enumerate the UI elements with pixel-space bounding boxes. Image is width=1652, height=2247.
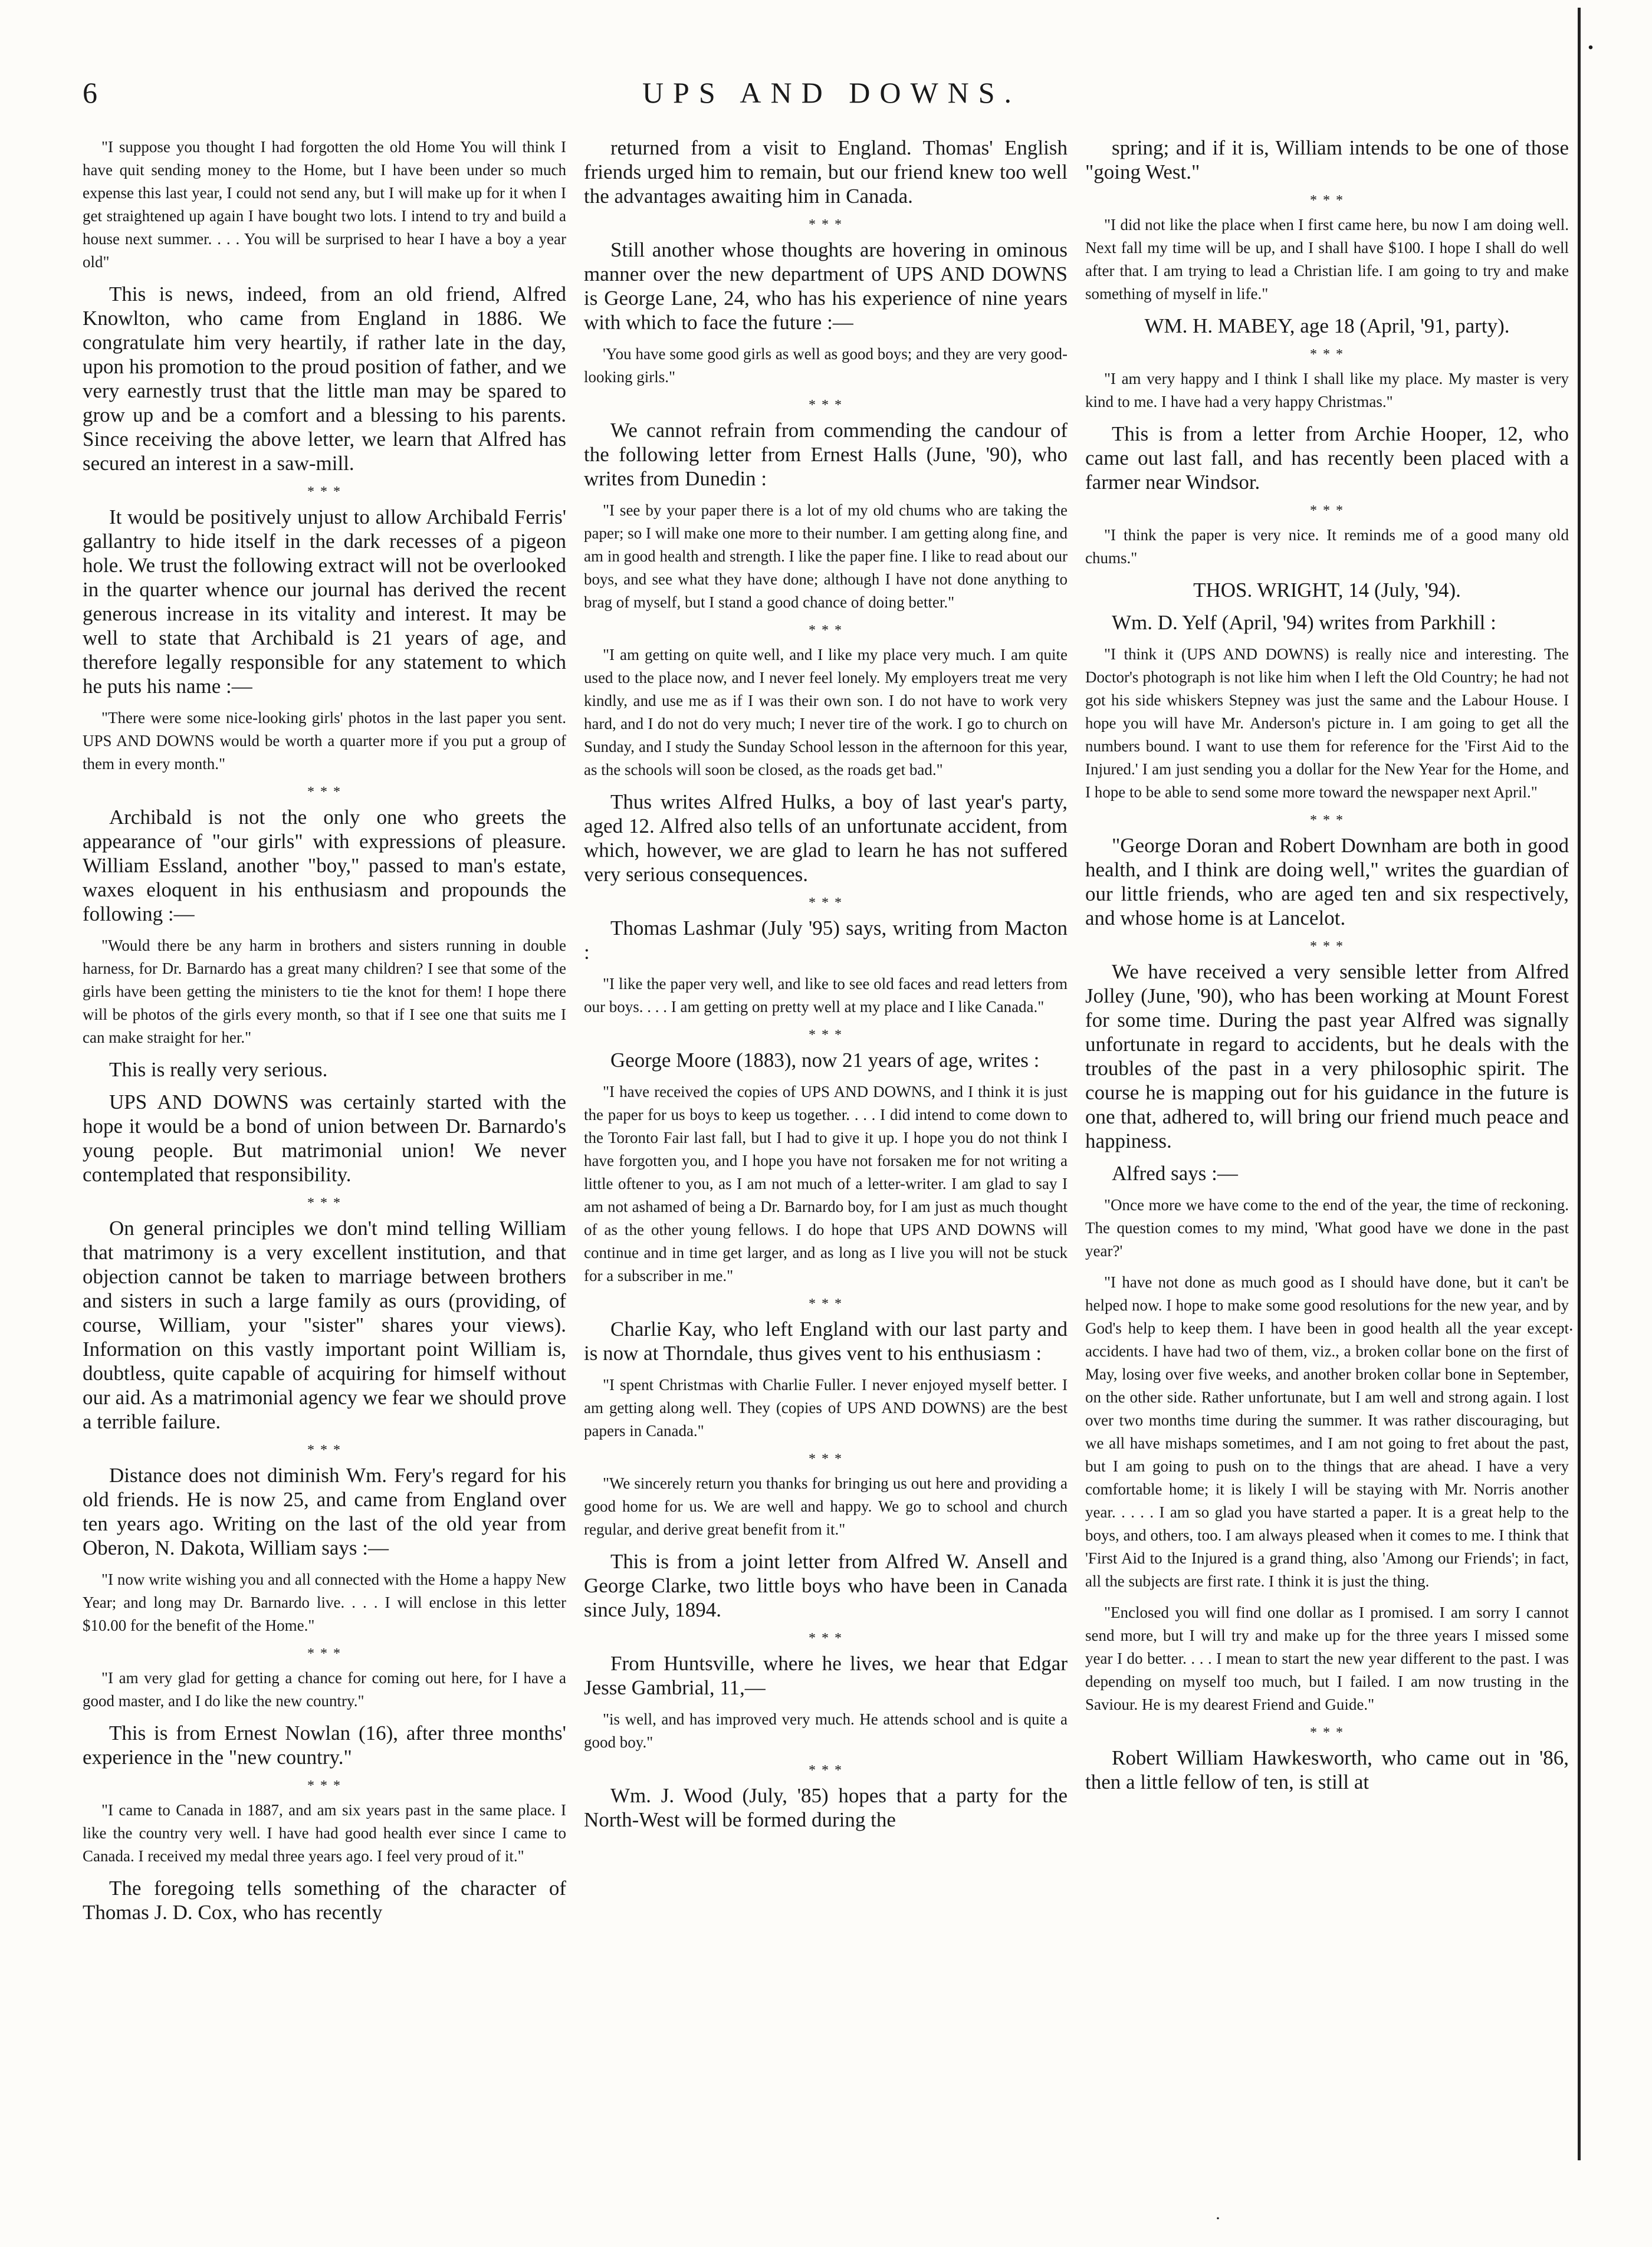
letter-quote: "I now write wishing you and all connected with the Home a happy New Year; and long may Dr. Barnardo live. . . . I will enclose in this letter $10.00 for the benefit of the Home." bbox=[83, 1571, 566, 1634]
paragraph: We have received a very sensible letter from Alfred Jolley (June, '90), who has been working at Mount Forest for some time. During the past year Alfred was signally unfortunate in regard to accidents, but he deals with the troubles of the past in a very philosophic spirit. The course he is mapping out for his guidance in the future is one that, adhered to, will bring our friend much peace and happiness. bbox=[1085, 960, 1569, 1152]
paragraph: On general principles we don't mind telling William that matrimony is a very excellent institution, and that objection cannot be taken to marriage between brothers and sisters in such a large family as ours (providing, of course, William, your "sister" shares your views). Information on this vastly important point William is, doubtless, quite capable of acquiring for himself without our aid. As a matrimonial agency we fear we should prove a terrible failure. bbox=[83, 1217, 566, 1433]
letter-quote: "There were some nice-looking girls' photos in the last paper you sent. UPS AND DOWNS would be worth a quarter more if you put a group of them in every month." bbox=[83, 709, 566, 773]
paragraph: Wm. J. Wood (July, '85) hopes that a party for the North-West will be formed during the bbox=[584, 1784, 1068, 1831]
paragraph: This is really very serious. bbox=[109, 1058, 328, 1081]
paragraph: Distance does not diminish Wm. Fery's regard for his old friends. He is now 25, and came from England over ten years ago. Writing on the last of the old year from Oberon, N. Dakota, William says :— bbox=[83, 1464, 566, 1559]
letter-quote: "I came to Canada in 1887, and am six years past in the same place. I like the country very well. I have had good health ever since I came to Canada. I received my medal three years ago. I feel very proud of it." bbox=[83, 1801, 566, 1865]
column-3 bbox=[1085, 136, 1569, 2182]
section-ornament: * * * bbox=[809, 1631, 843, 1646]
letter-quote: "I spent Christmas with Charlie Fuller. I never enjoyed myself better. I am getting along well. They (copies of UPS AND DOWNS) are the best papers in Canada." bbox=[584, 1376, 1068, 1440]
section-ornament: * * * bbox=[1310, 193, 1344, 208]
section-ornament: * * * bbox=[809, 895, 843, 911]
paragraph: This is from a letter from Archie Hooper, 12, who came out last fall, and has recently been placed with a farmer near Windsor. bbox=[1085, 422, 1569, 494]
paragraph: Charlie Kay, who left England with our last party and is now at Thorndale, thus gives vent to his enthusiasm : bbox=[584, 1318, 1068, 1365]
paragraph: spring; and if it is, William intends to be one of those "going West." bbox=[1085, 136, 1569, 183]
section-ornament: * * * bbox=[1310, 503, 1344, 518]
paragraph: UPS AND DOWNS was certainly started with the hope it would be a bond of union between Dr. Barnardo's young people. But matrimonial union! We never contemplated that responsibility. bbox=[83, 1090, 566, 1186]
section-ornament: * * * bbox=[307, 1195, 341, 1211]
page-number: 6 bbox=[83, 76, 97, 109]
paragraph: We cannot refrain from commending the candour of the following letter from Ernest Halls (June, '90), who writes from Dunedin : bbox=[584, 419, 1068, 490]
stray-mark: · bbox=[1215, 2209, 1221, 2228]
letter-quote: "I have not done as much good as I should have done, but it can't be helped now. I hope to make some good resolutions for the new year, and by God's help to keep them. I have been in good health all the year except accidents. I have had two of them, viz., a broken collar bone on the first of May, losing over five weeks, and another broken collar bone in September, on the other side. Rather unfortunate, but I am well and strong again. I lost over two months time during the summer. It was rather discouraging, but we all have mishaps sometimes, and I am not going to fret about the past, but I am going to push on to the things that are ahead. I have a very comfortable home; it is likely I will be staying with Mr. Norris another year. . . . . I am so glad you have started a paper. It is a great help to the boys, and others, too. I am always pleased when it comes to me. I think that 'First Aid to the Injured is a grand thing, also 'Among our Friends'; in fact, all the subjects are first rate. I think it is just the thing. bbox=[1085, 1273, 1569, 1590]
paragraph: This is from a joint letter from Alfred W. Ansell and George Clarke, two little boys who have been in Canada since July, 1894. bbox=[584, 1550, 1068, 1621]
letter-quote: "We sincerely return you thanks for bringing us out here and providing a good home for us. We are well and happy. We go to school and church regular, and derive great benefit from it." bbox=[584, 1474, 1068, 1538]
section-ornament: * * * bbox=[307, 784, 341, 800]
paragraph: Still another whose thoughts are hovering in ominous manner over the new department of UPS AND DOWNS is George Lane, 24, who has his experience of nine years with which to face the future :— bbox=[584, 238, 1068, 334]
letter-quote: "I think the paper is very nice. It reminds me of a good many old chums." bbox=[1085, 526, 1569, 567]
paragraph: Alfred says :— bbox=[1112, 1162, 1238, 1185]
paragraph: Archibald is not the only one who greets the appearance of "our girls" with expressions of pleasure. William Essland, another "boy," passed to man's estate, waxes eloquent in his enthusiasm and propounds the following :— bbox=[83, 806, 566, 925]
section-ornament: * * * bbox=[809, 623, 843, 638]
page-header bbox=[83, 28, 1594, 123]
letter-quote: "I am very happy and I think I shall like my place. My master is very kind to me. I have had a very happy Christmas." bbox=[1085, 370, 1569, 410]
section-ornament: * * * bbox=[1310, 939, 1344, 954]
letter-quote: "Enclosed you will find one dollar as I promised. I am sorry I cannot send more, but I will try and make up for the three years I missed some year I do better. . . . I mean to start the new year different to the past. I was depending on myself too much, but I failed. I am now trusting in the Saviour. He is my dearest Friend and Guide." bbox=[1085, 1604, 1569, 1713]
letter-quote: "I suppose you thought I had forgotten the old Home You will think I have quit sending money to the Home, but I have been under so much expense this last year, I could not send any, but I will make up for it when I get straightened up again I have bought two lots. I intend to try and build a house next summer. . . . You will be surprised to hear I have a boy a year old" bbox=[83, 138, 566, 271]
section-ornament: * * * bbox=[809, 398, 843, 413]
letter-quote: "I think it (UPS AND DOWNS) is really nice and interesting. The Doctor's photograph is not like him when I left the Old Country; he had not got his side whiskers Stepney was just the same and the Labour House. I hope you will have Mr. Anderson's picture in. I am going to get all the numbers bound. I want to use them for reference for the 'First Aid to the Injured.' I am just sending you a dollar for the New Year for the Home, and I hope to be able to send some more toward the newspaper next April." bbox=[1085, 645, 1569, 801]
paragraph: Robert William Hawkesworth, who came out in '86, then a little fellow of ten, is still at bbox=[1085, 1746, 1569, 1793]
letter-quote: "I have received the copies of UPS AND DOWNS, and I think it is just the paper for us boys to keep us together. . . . I did intend to come down to the Toronto Fair last fall, but I had to give it up. I hope you do not think I have forgotten you, and I hope you have not forsaken me for not writing a little oftener to you, as I am not much of a letter-writer. I am glad to say I am not ashamed of being a Dr. Barnardo boy, for I am just as much thought of as the other young fellows. I do hope that UPS AND DOWNS will continue and in time get larger, and as long as I live you will not be stuck for a subscriber in me." bbox=[584, 1083, 1068, 1285]
section-ornament: * * * bbox=[307, 1443, 341, 1458]
section-ornament: * * * bbox=[307, 1646, 341, 1661]
paragraph: George Moore (1883), now 21 years of age, writes : bbox=[610, 1049, 1040, 1072]
letter-quote: 'You have some good girls as well as good boys; and they are very good-looking girls." bbox=[584, 345, 1068, 386]
paragraph: This is from Ernest Nowlan (16), after three months' experience in the "new country." bbox=[83, 1722, 566, 1769]
paragraph: This is news, indeed, from an old friend, Alfred Knowlton, who came from England in 1886. We congratulate him very heartily, if rather late in the day, upon his promotion to the proud position of father, and we very earnestly trust that the little man may be spared to grow up and be a comfort and a blessing to his parents. Since receiving the above letter, we learn that Alfred has secured an interest in a saw-mill. bbox=[83, 282, 566, 475]
paragraph: The foregoing tells something of the character of Thomas J. D. Cox, who has recently bbox=[83, 1877, 566, 1924]
paragraph: Wm. D. Yelf (April, '94) writes from Parkhill : bbox=[1112, 611, 1496, 634]
paragraph: "George Doran and Robert Downham are both in good health, and I think are doing well," writes the guardian of our little friends, who are aged ten and six respectively, and whose home is at Lancelot. bbox=[1085, 834, 1569, 929]
letter-quote: "I see by your paper there is a lot of my old chums who are taking the paper; so I will make one more to their number. I am getting along fine, and am in good health and strength. I like the paper fine. I like to read about our boys, and see what they have done; although I have not done anything to brag of myself, but I stand a good chance of doing better." bbox=[584, 501, 1068, 611]
letter-quote: "is well, and has improved very much. He attends school and is quite a good boy." bbox=[584, 1710, 1068, 1751]
paragraph: returned from a visit to England. Thomas' English friends urged him to remain, but our friend knew too well the advantages awaiting him in Canada. bbox=[584, 136, 1068, 208]
letter-quote: "I like the paper very well, and like to see old faces and read letters from our boys. . . . I am getting on pretty well at my place and I like Canada." bbox=[584, 975, 1068, 1016]
section-ornament: * * * bbox=[1310, 347, 1344, 362]
paragraph: Thus writes Alfred Hulks, a boy of last year's party, aged 12. Alfred also tells of an unfortunate accident, from which, however, we are glad to learn he has not suffered very serious consequences. bbox=[584, 790, 1068, 886]
signature-line: WM. H. MABEY, age 18 (April, '91, party). bbox=[1144, 314, 1510, 337]
column-rule bbox=[1578, 8, 1581, 2160]
section-ornament: * * * bbox=[1310, 813, 1344, 828]
masthead-title: UPS AND DOWNS. bbox=[642, 76, 1022, 109]
stray-mark: . bbox=[1569, 1315, 1574, 1335]
paragraph: From Huntsville, where he lives, we hear that Edgar Jesse Gambrial, 11,— bbox=[584, 1652, 1068, 1699]
signature-line: THOS. WRIGHT, 14 (July, '94). bbox=[1193, 579, 1461, 602]
paragraph: Thomas Lashmar (July '95) says, writing from Macton : bbox=[584, 916, 1068, 964]
letter-quote: "I am very glad for getting a chance for coming out here, for I have a good master, and I do like the new country." bbox=[83, 1669, 566, 1710]
column-1 bbox=[83, 136, 566, 2182]
letter-quote: "I did not like the place when I first came here, bu now I am doing well. Next fall my time will be up, and I shall have $100. I hope I shall do well after that. I am trying to lead a Christian life. I am going to try and make something of myself in life." bbox=[1085, 216, 1569, 303]
letter-quote: "Once more we have come to the end of the year, the time of reckoning. The question comes to my mind, 'What good have we done in the past year?' bbox=[1085, 1196, 1569, 1260]
column-2 bbox=[584, 136, 1068, 2182]
section-ornament: * * * bbox=[809, 1027, 843, 1043]
section-ornament: * * * bbox=[307, 1778, 341, 1793]
section-ornament: * * * bbox=[809, 1296, 843, 1312]
section-ornament: * * * bbox=[1310, 1725, 1344, 1740]
section-ornament: * * * bbox=[809, 217, 843, 232]
paragraph: It would be positively unjust to allow Archibald Ferris' gallantry to hide itself in the dark recesses of a pigeon hole. We trust the following extract will not be overlooked in the quarter whence our journal has derived the recent generous increase in its vitality and interest. It may be well to state that Archibald is 21 years of age, and therefore legally responsible for any statement to which he puts his name :— bbox=[83, 505, 566, 698]
section-ornament: * * * bbox=[307, 484, 341, 500]
section-ornament: * * * bbox=[809, 1451, 843, 1467]
letter-quote: "Would there be any harm in brothers and sisters running in double harness, for Dr. Barnardo has a great many children? I see that some of the girls have been getting the ministers to tie the knot for them! I hope there will be photos of the girls every month, so that if I see one that suits me I can make straight for her." bbox=[83, 937, 566, 1046]
section-ornament: * * * bbox=[809, 1763, 843, 1778]
corner-mark: . bbox=[1588, 28, 1594, 54]
letter-quote: "I am getting on quite well, and I like my place very much. I am quite used to the place now, and I never feel lonely. My employers treat me very kindly, and use me as if I was their own son. I do not have to work very hard, and I do not do very much; I never tire of the work. I go to church on Sunday, and I study the Sunday School lesson in the afternoon for this year, as the schools will soon be closed, as the roads get bad." bbox=[584, 646, 1068, 778]
